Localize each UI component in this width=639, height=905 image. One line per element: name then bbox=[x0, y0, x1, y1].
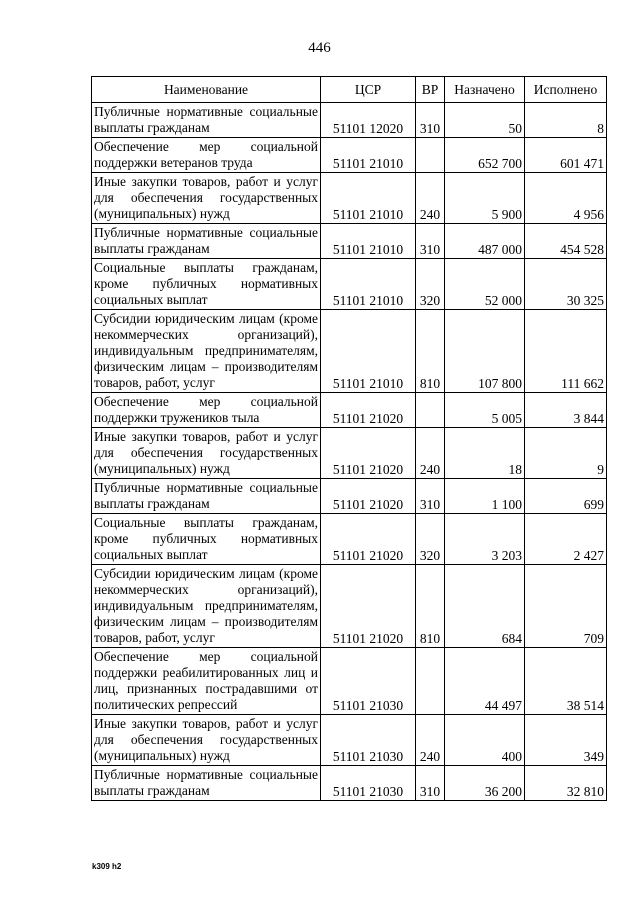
row-vr-cell: 240 bbox=[416, 715, 445, 766]
row-vr-cell bbox=[416, 648, 445, 715]
row-vr-cell: 310 bbox=[416, 224, 445, 259]
row-name-cell: Публичные нормативные социальные выплаты гражданам bbox=[92, 479, 321, 514]
row-vr-cell: 240 bbox=[416, 428, 445, 479]
row-csr-cell: 51101 21010 bbox=[321, 138, 416, 173]
table-row bbox=[92, 393, 607, 428]
row-name-cell: Субсидии юридическим лицам (кроме некоммерческих организаций), индивидуальным предпринимателям, физическим лицам – производителям товаров, работ, услуг bbox=[92, 310, 321, 393]
header-vr: ВР bbox=[416, 77, 445, 103]
row-assigned-cell: 3 203 bbox=[445, 514, 525, 565]
row-assigned-cell: 5 005 bbox=[445, 393, 525, 428]
table-row bbox=[92, 138, 607, 173]
row-executed-cell: 30 325 bbox=[525, 259, 607, 310]
row-executed-cell: 699 bbox=[525, 479, 607, 514]
row-name-cell: Иные закупки товаров, работ и услуг для обеспечения государственных (муниципальных) нужд bbox=[92, 715, 321, 766]
row-name-cell: Публичные нормативные социальные выплаты гражданам bbox=[92, 224, 321, 259]
row-vr-cell: 310 bbox=[416, 479, 445, 514]
table-row bbox=[92, 428, 607, 479]
row-assigned-cell: 684 bbox=[445, 565, 525, 648]
row-name-cell: Обеспечение мер социальной поддержки реабилитированных лиц и лиц, признанных пострадавшими от политических репрессий bbox=[92, 648, 321, 715]
row-assigned-cell: 5 900 bbox=[445, 173, 525, 224]
row-executed-cell: 709 bbox=[525, 565, 607, 648]
row-csr-cell: 51101 21010 bbox=[321, 173, 416, 224]
row-vr-cell: 310 bbox=[416, 766, 445, 801]
table-row bbox=[92, 103, 607, 138]
row-csr-cell: 51101 21010 bbox=[321, 224, 416, 259]
row-name-cell: Социальные выплаты гражданам, кроме публичных нормативных социальных выплат bbox=[92, 514, 321, 565]
row-vr-cell: 240 bbox=[416, 173, 445, 224]
row-csr-cell: 51101 21030 bbox=[321, 715, 416, 766]
row-assigned-cell: 107 800 bbox=[445, 310, 525, 393]
table-row bbox=[92, 514, 607, 565]
row-vr-cell: 320 bbox=[416, 259, 445, 310]
row-csr-cell: 51101 12020 bbox=[321, 103, 416, 138]
row-executed-cell: 111 662 bbox=[525, 310, 607, 393]
table-row bbox=[92, 648, 607, 715]
row-vr-cell: 320 bbox=[416, 514, 445, 565]
row-name-cell: Иные закупки товаров, работ и услуг для обеспечения государственных (муниципальных) нужд bbox=[92, 173, 321, 224]
table-header-row bbox=[92, 77, 607, 103]
row-executed-cell: 4 956 bbox=[525, 173, 607, 224]
row-csr-cell: 51101 21020 bbox=[321, 479, 416, 514]
row-csr-cell: 51101 21030 bbox=[321, 648, 416, 715]
row-vr-cell: 810 bbox=[416, 310, 445, 393]
row-assigned-cell: 487 000 bbox=[445, 224, 525, 259]
row-name-cell: Обеспечение мер социальной поддержки ветеранов труда bbox=[92, 138, 321, 173]
row-executed-cell: 454 528 bbox=[525, 224, 607, 259]
row-assigned-cell: 52 000 bbox=[445, 259, 525, 310]
row-assigned-cell: 400 bbox=[445, 715, 525, 766]
row-csr-cell: 51101 21020 bbox=[321, 393, 416, 428]
row-executed-cell: 601 471 bbox=[525, 138, 607, 173]
table-body bbox=[92, 103, 607, 801]
row-name-cell: Публичные нормативные социальные выплаты гражданам bbox=[92, 766, 321, 801]
row-executed-cell: 3 844 bbox=[525, 393, 607, 428]
row-csr-cell: 51101 21030 bbox=[321, 766, 416, 801]
row-assigned-cell: 652 700 bbox=[445, 138, 525, 173]
row-assigned-cell: 44 497 bbox=[445, 648, 525, 715]
row-executed-cell: 38 514 bbox=[525, 648, 607, 715]
table-row bbox=[92, 224, 607, 259]
row-csr-cell: 51101 21020 bbox=[321, 565, 416, 648]
row-assigned-cell: 36 200 bbox=[445, 766, 525, 801]
row-name-cell: Социальные выплаты гражданам, кроме публичных нормативных социальных выплат bbox=[92, 259, 321, 310]
row-csr-cell: 51101 21020 bbox=[321, 428, 416, 479]
row-executed-cell: 8 bbox=[525, 103, 607, 138]
row-executed-cell: 349 bbox=[525, 715, 607, 766]
table-row bbox=[92, 173, 607, 224]
row-assigned-cell: 50 bbox=[445, 103, 525, 138]
row-executed-cell: 9 bbox=[525, 428, 607, 479]
row-name-cell: Субсидии юридическим лицам (кроме некоммерческих организаций), индивидуальным предпринимателям, физическим лицам – производителям товаров, работ, услуг bbox=[92, 565, 321, 648]
row-csr-cell: 51101 21020 bbox=[321, 514, 416, 565]
table-row bbox=[92, 766, 607, 801]
header-assigned: Назначено bbox=[445, 77, 525, 103]
row-vr-cell: 310 bbox=[416, 103, 445, 138]
header-name: Наименование bbox=[92, 77, 321, 103]
table-row bbox=[92, 565, 607, 648]
row-vr-cell bbox=[416, 393, 445, 428]
row-assigned-cell: 1 100 bbox=[445, 479, 525, 514]
footer-code: k309 h2 bbox=[92, 862, 122, 871]
budget-table bbox=[91, 76, 607, 801]
row-executed-cell: 2 427 bbox=[525, 514, 607, 565]
header-executed: Исполнено bbox=[525, 77, 607, 103]
row-name-cell: Публичные нормативные социальные выплаты гражданам bbox=[92, 103, 321, 138]
header-csr: ЦСР bbox=[321, 77, 416, 103]
page-number: 446 bbox=[308, 40, 331, 56]
row-assigned-cell: 18 bbox=[445, 428, 525, 479]
table-row bbox=[92, 715, 607, 766]
row-executed-cell: 32 810 bbox=[525, 766, 607, 801]
table-row bbox=[92, 259, 607, 310]
row-csr-cell: 51101 21010 bbox=[321, 310, 416, 393]
row-name-cell: Обеспечение мер социальной поддержки тружеников тыла bbox=[92, 393, 321, 428]
row-csr-cell: 51101 21010 bbox=[321, 259, 416, 310]
table-row bbox=[92, 310, 607, 393]
row-name-cell: Иные закупки товаров, работ и услуг для обеспечения государственных (муниципальных) нужд bbox=[92, 428, 321, 479]
row-vr-cell: 810 bbox=[416, 565, 445, 648]
table-row bbox=[92, 479, 607, 514]
row-vr-cell bbox=[416, 138, 445, 173]
